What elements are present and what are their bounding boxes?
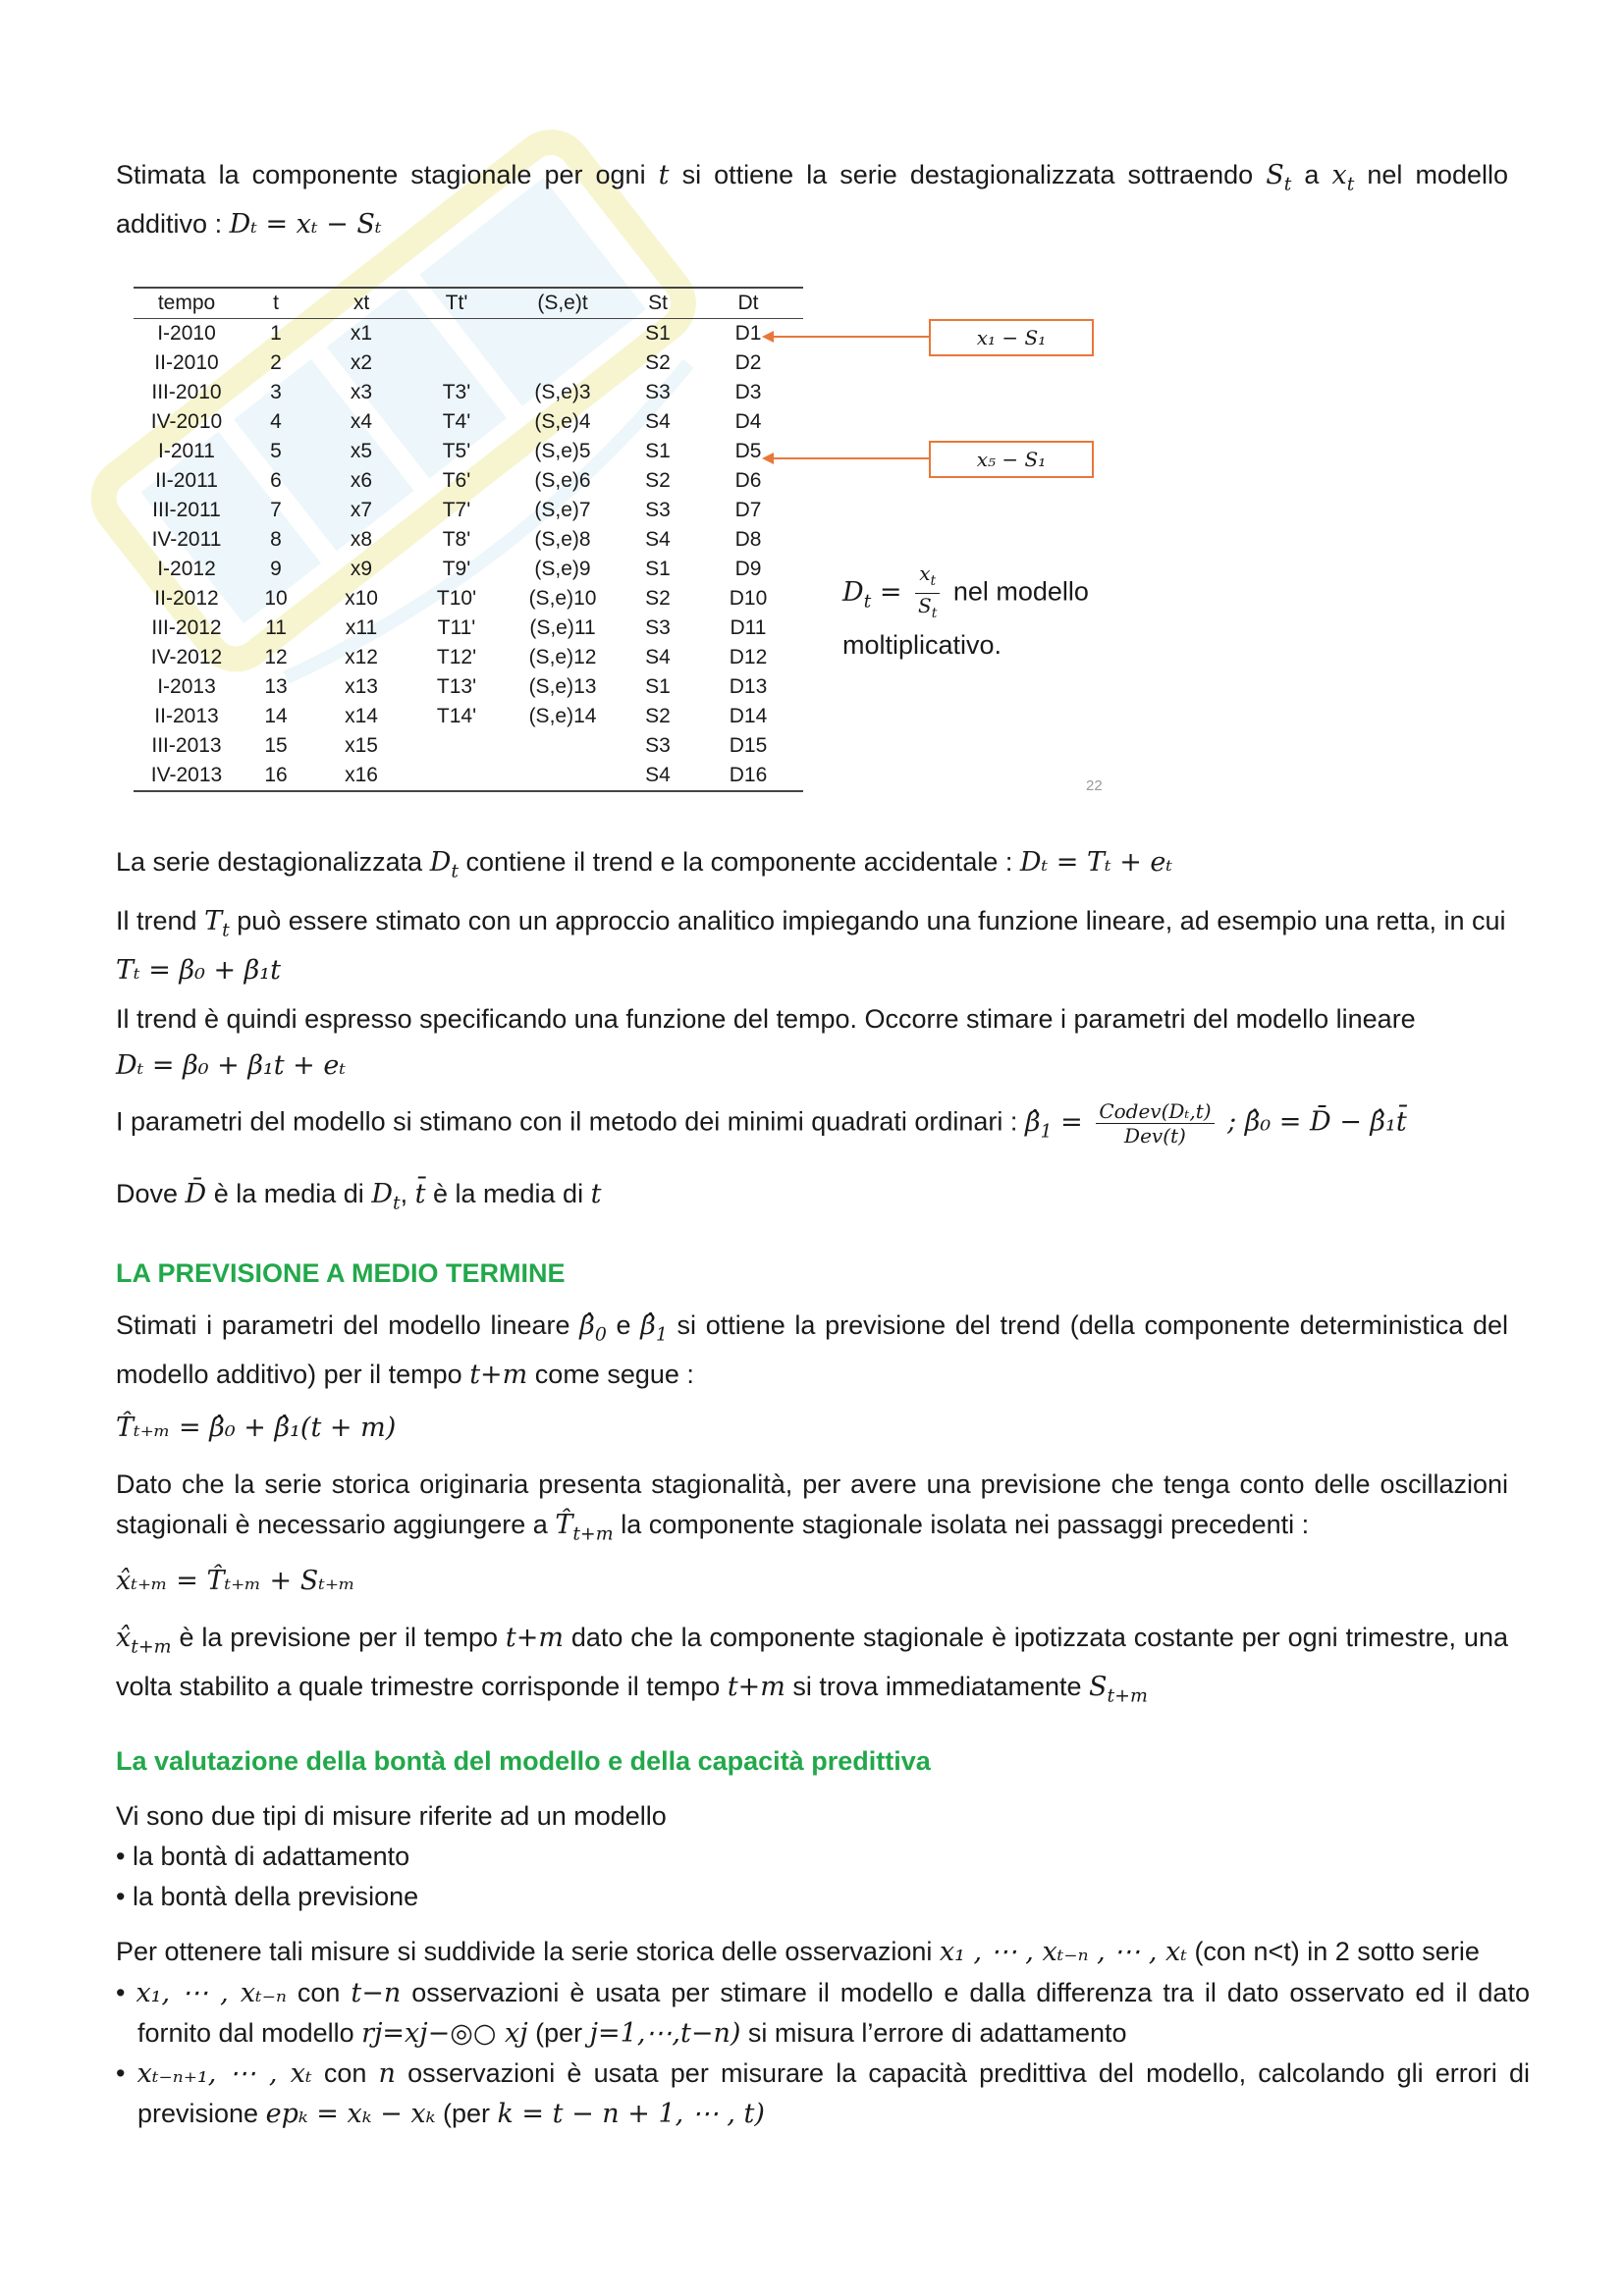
table-cell: IV-2011 — [151, 528, 222, 551]
table-cell: 1 — [270, 322, 282, 345]
paragraph-seasonality: Dato che la serie storica originaria presenta stagionalità, per avere una previsione che tenga conto delle oscillazioni stagionali è necessario aggiungere a $T̂_{t+m}$ la componente stagionale isolata nei passaggi precedenti : — [116, 1469, 1508, 1545]
intro-formula: Dₜ = xₜ − Sₜ — [229, 209, 382, 240]
table-cell: (S,e)4 — [534, 410, 591, 433]
table-row — [134, 761, 803, 791]
col-header-xt: xt — [312, 288, 410, 319]
formula-trend-forecast: T̂ₜ₊ₘ = β̂₀ + β̂₁(t + m) — [116, 1413, 397, 1443]
table-cell: x2 — [350, 351, 373, 374]
table-cell: S3 — [645, 616, 671, 639]
table-cell: II-2010 — [154, 351, 219, 374]
paragraph-deseasonalized: La serie destagionalizzata $D_t$ contiene il trend e la componente accidentale : Dₜ = Tₜ + eₜ — [116, 847, 1173, 882]
table-cell: S4 — [645, 528, 671, 551]
table-cell: T14' — [436, 705, 477, 727]
table-cell: S3 — [645, 381, 671, 403]
paragraph-split: Per ottenere tali misure si suddivide la serie storica delle osservazioni x₁ , ⋯ , xₜ₋ₙ , ⋯ , xₜ (con n<t) in 2 sotto serie — [116, 1937, 1480, 1967]
table-cell: x16 — [312, 761, 410, 791]
table-cell: T10' — [436, 587, 477, 610]
table-cell: 5 — [270, 440, 282, 462]
table-cell: (S,e)11 — [529, 616, 596, 639]
table-row — [134, 437, 803, 466]
table-cell — [410, 731, 503, 761]
table-row — [134, 643, 803, 672]
table-cell: x7 — [350, 499, 373, 521]
col-header-se: (S,e)t — [503, 288, 623, 319]
table-cell: D2 — [734, 351, 762, 374]
paragraph-trend: Il trend $T_t$ può essere stimato con un approccio analitico impiegando una funzione lineare, ad esempio una retta, in cui Tₜ = β₀ + β₁t — [116, 906, 1506, 987]
table-cell: D1 — [734, 322, 762, 345]
table-cell — [410, 319, 503, 349]
table-cell: II-2013 — [154, 705, 219, 727]
table-cell: (S,e)6 — [534, 469, 591, 492]
table-cell: D11 — [730, 616, 767, 639]
table-cell: D5 — [734, 440, 762, 462]
table-cell: x6 — [350, 469, 373, 492]
table-cell: S1 — [645, 440, 671, 462]
bullet-previsione: • la bontà della previsione — [116, 1882, 419, 1911]
table-cell: x8 — [350, 528, 373, 551]
table-cell: III-2010 — [151, 381, 222, 403]
col-header-tempo: tempo — [134, 288, 240, 319]
arrowhead-2 — [762, 453, 774, 464]
table-cell: D13 — [729, 675, 768, 698]
table-cell: T6' — [442, 469, 471, 492]
table-row — [134, 319, 803, 349]
table-cell: IV-2013 — [134, 761, 240, 791]
table-cell — [410, 761, 503, 791]
table-cell: S2 — [645, 705, 671, 727]
formula-x-forecast: x̂ₜ₊ₘ = T̂ₜ₊ₘ + Sₜ₊ₘ — [116, 1566, 355, 1596]
callout-arrow-2 — [772, 457, 929, 459]
table-cell: D15 — [729, 734, 768, 757]
table-cell: T11' — [437, 616, 476, 639]
table-row — [134, 348, 803, 378]
paragraph-forecast: Stimati i parametri del modello lineare $\betâ_0$ e $\betâ_1$ si ottiene la previsione del trend (della componente deterministica del modello additivo) per il tempo t+m come segue : — [116, 1310, 1508, 1391]
table-cell: 4 — [270, 410, 282, 433]
table-header-row — [134, 288, 803, 319]
table-cell: S1 — [645, 675, 671, 698]
multiplicative-note: $D_t$ = $\frac{x_t}{S_t}$ nel modello moltiplicativo. — [842, 561, 1089, 660]
table-cell — [503, 761, 623, 791]
table-cell: (S,e)13 — [528, 675, 597, 698]
table-cell: S4 — [645, 410, 671, 433]
table-cell: 2 — [270, 351, 282, 374]
table-cell: I-2011 — [158, 440, 215, 462]
callout-arrow-1 — [772, 336, 929, 338]
table-row — [134, 407, 803, 437]
intro-paragraph: Stimata la componente stagionale per ogni t si ottiene la serie destagionalizzata sottraendo $S_t$ a $x_t$ nel modello additivo : Dₜ = xₜ − Sₜ — [116, 160, 1508, 240]
col-header-dt: Dt — [693, 288, 803, 319]
table-cell: (S,e)14 — [528, 705, 597, 727]
bullet-forecast-series: • xₜ₋ₙ₊₁, ⋯ , xₜ con n osservazioni è usata per misurare la capacità predittiva del modello, calcolando gli errori di previsione epₖ = xₖ − xₖ (per k = t − n + 1, ⋯ , t) — [116, 2058, 1530, 2129]
table-cell — [503, 319, 623, 349]
table-cell: T13' — [436, 675, 477, 698]
table-cell: D8 — [734, 528, 762, 551]
bullet-fit-series: • x₁, ⋯ , xₜ₋ₙ con t−n osservazioni è usata per stimare il modello e dalla differenza tra il dato osservato ed il dato fornito dal modello rj=xj−◎○ xj (per j=1,⋯,t−n) si misura l’errore di adattamento — [116, 1978, 1530, 2049]
table-cell: x14 — [345, 705, 378, 727]
table-cell — [410, 348, 503, 378]
table-cell: x15 — [345, 734, 378, 757]
table-cell: T8' — [442, 528, 471, 551]
table-row — [134, 584, 803, 614]
table-cell: 8 — [270, 528, 282, 551]
table-cell: 12 — [264, 646, 288, 668]
table-row — [134, 702, 803, 731]
table-cell: D10 — [729, 587, 768, 610]
table-cell: x10 — [345, 587, 378, 610]
table-cell: (S,e)7 — [534, 499, 591, 521]
table-cell: (S,e)9 — [534, 558, 591, 580]
evaluation-intro: Vi sono due tipi di misure riferite ad un modello • la bontà di adattamento • la bontà della previsione — [116, 1801, 667, 1911]
table-row — [134, 731, 803, 761]
seasonal-table — [134, 287, 803, 792]
col-header-t: t — [240, 288, 312, 319]
table-cell: T9' — [442, 558, 471, 580]
table-cell: I-2010 — [157, 322, 216, 345]
table-cell: T4' — [442, 410, 471, 433]
table-cell: S4 — [623, 761, 693, 791]
table-cell: T12' — [436, 646, 477, 668]
table-cell: x9 — [350, 558, 373, 580]
callout-x1-s1: x₁ − S₁ — [929, 319, 1094, 356]
table-cell: D3 — [734, 381, 762, 403]
table-cell: T3' — [442, 381, 471, 403]
table-cell: III-2011 — [152, 499, 221, 521]
table-cell: S2 — [645, 351, 671, 374]
table-cell: IV-2010 — [150, 410, 223, 433]
table-cell: I-2013 — [157, 675, 216, 698]
table-cell: T5' — [442, 440, 471, 462]
table-cell: II-2012 — [154, 587, 219, 610]
paragraph-forecast-explanation: $x̂_{t+m}$ è la previsione per il tempo t+m dato che la componente stagionale è ipotizzata costante per ogni trimestre, una volta stabilito a quale trimestre corrisponde il tempo t+m si trova immediatamente $S_{t+m}$ — [116, 1623, 1508, 1707]
table-cell: S1 — [645, 322, 671, 345]
table-cell: S3 — [645, 499, 671, 521]
table-cell: D6 — [734, 469, 762, 492]
table-cell: I-2012 — [157, 558, 216, 580]
col-header-st: St — [623, 288, 693, 319]
table-row — [134, 525, 803, 555]
table-cell: S1 — [645, 558, 671, 580]
table-cell: (S,e)10 — [528, 587, 597, 610]
table-cell: D14 — [729, 705, 768, 727]
table-row — [134, 466, 803, 496]
table-cell: S2 — [645, 587, 671, 610]
table-cell: 6 — [270, 469, 282, 492]
table-cell: 13 — [264, 675, 288, 698]
table-cell — [503, 731, 623, 761]
callout-x5-s1: x₅ − S₁ — [929, 441, 1094, 478]
table-cell: x4 — [350, 410, 373, 433]
table-row — [134, 614, 803, 643]
table-cell — [503, 348, 623, 378]
table-cell: (S,e)12 — [528, 646, 597, 668]
table-cell: III-2013 — [151, 734, 222, 757]
table-cell: 10 — [264, 587, 288, 610]
table-cell: S2 — [645, 469, 671, 492]
page-number: 22 — [1086, 777, 1103, 794]
table-cell: D4 — [734, 410, 762, 433]
table-row — [134, 672, 803, 702]
table-cell: II-2011 — [155, 469, 218, 492]
arrowhead-1 — [762, 331, 774, 343]
col-header-tt: Tt' — [410, 288, 503, 319]
table-cell: T7' — [442, 499, 471, 521]
table-cell: 14 — [264, 705, 288, 727]
table-cell: III-2012 — [151, 616, 222, 639]
table-cell: (S,e)5 — [534, 440, 591, 462]
table-cell: x3 — [350, 381, 373, 403]
table-cell: D7 — [734, 499, 762, 521]
table-cell: x1 — [350, 322, 373, 345]
table-cell: S3 — [645, 734, 671, 757]
table-cell: D9 — [734, 558, 762, 580]
table-row — [134, 496, 803, 525]
paragraph-ols: I parametri del modello si stimano con il metodo dei minimi quadrati ordinari : $\betâ_1$ = $\frac{\text{Codev(Dₜ,t)}}{\text{Dev(t)}}$ ; β̂₀ = D̄ − β̂₁t̄ — [116, 1099, 1407, 1148]
table-cell: D16 — [693, 761, 803, 791]
table-row — [134, 378, 803, 407]
table-cell: (S,e)8 — [534, 528, 591, 551]
table-cell: 7 — [270, 499, 282, 521]
paragraph-linear-model: Il trend è quindi espresso specificando una funzione del tempo. Occorre stimare i parametri del modello lineare Dₜ = β₀ + β₁t + eₜ — [116, 1004, 1416, 1081]
table-cell: (S,e)3 — [534, 381, 591, 403]
table-cell: 3 — [270, 381, 282, 403]
table-cell: x13 — [345, 675, 378, 698]
heading-medium-term: LA PREVISIONE A MEDIO TERMINE — [116, 1258, 566, 1288]
table-cell: x12 — [345, 646, 378, 668]
table-cell: 16 — [240, 761, 312, 791]
table-cell: x11 — [345, 616, 378, 639]
table-cell: IV-2012 — [150, 646, 223, 668]
table-row — [134, 555, 803, 584]
table-cell: 15 — [264, 734, 288, 757]
table-cell: S4 — [645, 646, 671, 668]
table-cell: 9 — [270, 558, 282, 580]
table-cell: D12 — [729, 646, 768, 668]
paragraph-dove: Dove D̄ è la media di $D_t$, t̄ è la media di t — [116, 1179, 602, 1214]
bullet-adattamento: • la bontà di adattamento — [116, 1842, 410, 1871]
table-cell: x5 — [350, 440, 373, 462]
heading-evaluation: La valutazione della bontà del modello e della capacità predittiva — [116, 1746, 931, 1776]
table-cell: 11 — [265, 616, 287, 639]
